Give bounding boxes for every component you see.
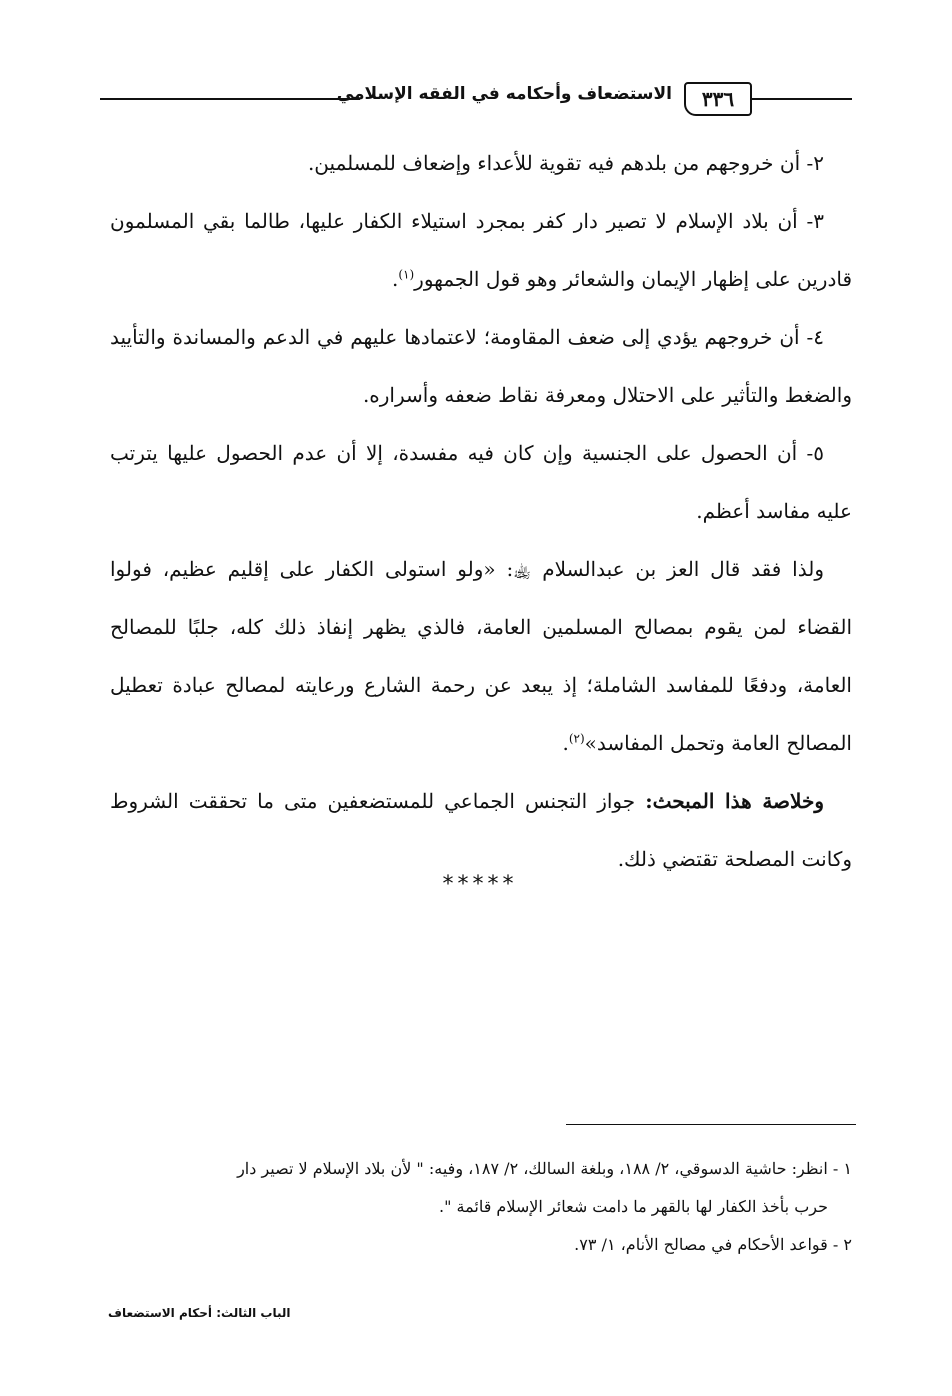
footnote-2: ٢ - قواعد الأحكام في مصالح الأنام، ١/ ٧٣. xyxy=(574,1235,852,1254)
paragraph-3-end: . xyxy=(391,267,399,291)
section-separator: ***** xyxy=(442,872,518,897)
quote-text: ولذا فقد قال العز بن عبدالسلام ﵀: «ولو استولى الكفار على إقليم عظيم، فولوا القضاء لمن يقوم بمصالح المسلمين العامة، فالذي يظهر إنفاذ ذلك كله، جلبًا للمصالح العامة، ودفعًا للمفاسد الشاملة؛ إذ يبعد عن رحمة الشارع ورعايته لمصالح عبادة تعطيل المصالح العامة وتحمل المفاسد» xyxy=(110,557,852,755)
page-number: ٣٣٦ xyxy=(684,82,752,116)
paragraph-5: ٥- أن الحصول على الجنسية وإن كان فيه مفسدة، إلا أن عدم الحصول عليها يترتب عليه مفاسد أعظم. xyxy=(110,441,852,523)
quote-end: . xyxy=(562,731,569,755)
footnote-1-line-1: ١ - انظر: حاشية الدسوقي، ٢/ ١٨٨، وبلغة السالك، ٢/ ١٨٧، وفيه: " لأن بلاد الإسلام لا تصير دار xyxy=(237,1159,852,1178)
summary-label: وخلاصة هذا المبحث: xyxy=(645,789,824,813)
footnotes xyxy=(110,1150,852,1264)
page-header xyxy=(100,78,852,118)
paragraph-2: ٢- أن خروجهم من بلدهم فيه تقوية للأعداء وإضعاف للمسلمين. xyxy=(307,151,824,175)
header-rule-right xyxy=(752,98,852,100)
paragraph-3-text: ٣- أن بلاد الإسلام لا تصير دار كفر بمجرد استيلاء الكفار عليها، طالما بقي المسلمون قادرين على إظهار الإيمان والشعائر وهو قول الجمهور xyxy=(110,209,852,291)
quote-paragraph xyxy=(110,540,852,772)
footnote-ref-2: (٢) xyxy=(568,731,585,746)
summary-text: جواز التجنس الجماعي للمستضعفين متى ما تحققت الشروط وكانت المصلحة تقتضي ذلك. xyxy=(110,789,852,871)
page-footer: الباب الثالث: أحكام الاستضعاف xyxy=(108,1306,291,1320)
footnote-1-line-2: حرب بأخذ الكفار لها بالقهر ما دامت شعائر الإسلام قائمة ". xyxy=(439,1197,828,1216)
main-text xyxy=(110,134,852,888)
running-title: الاستضعاف وأحكامه في الفقه الإسلامي xyxy=(336,84,672,104)
paragraph-3 xyxy=(110,192,852,308)
footnote-ref-1: (١) xyxy=(398,267,415,282)
summary-paragraph xyxy=(110,772,852,888)
header-rule-left xyxy=(100,98,360,100)
paragraph-4: ٤- أن خروجهم يؤدي إلى ضعف المقاومة؛ لاعتمادها عليهم في الدعم والمساندة والتأييد والضغط والتأثير على الاحتلال ومعرفة نقاط ضعفه وأسراره. xyxy=(110,325,852,407)
footnote-rule xyxy=(566,1124,856,1125)
